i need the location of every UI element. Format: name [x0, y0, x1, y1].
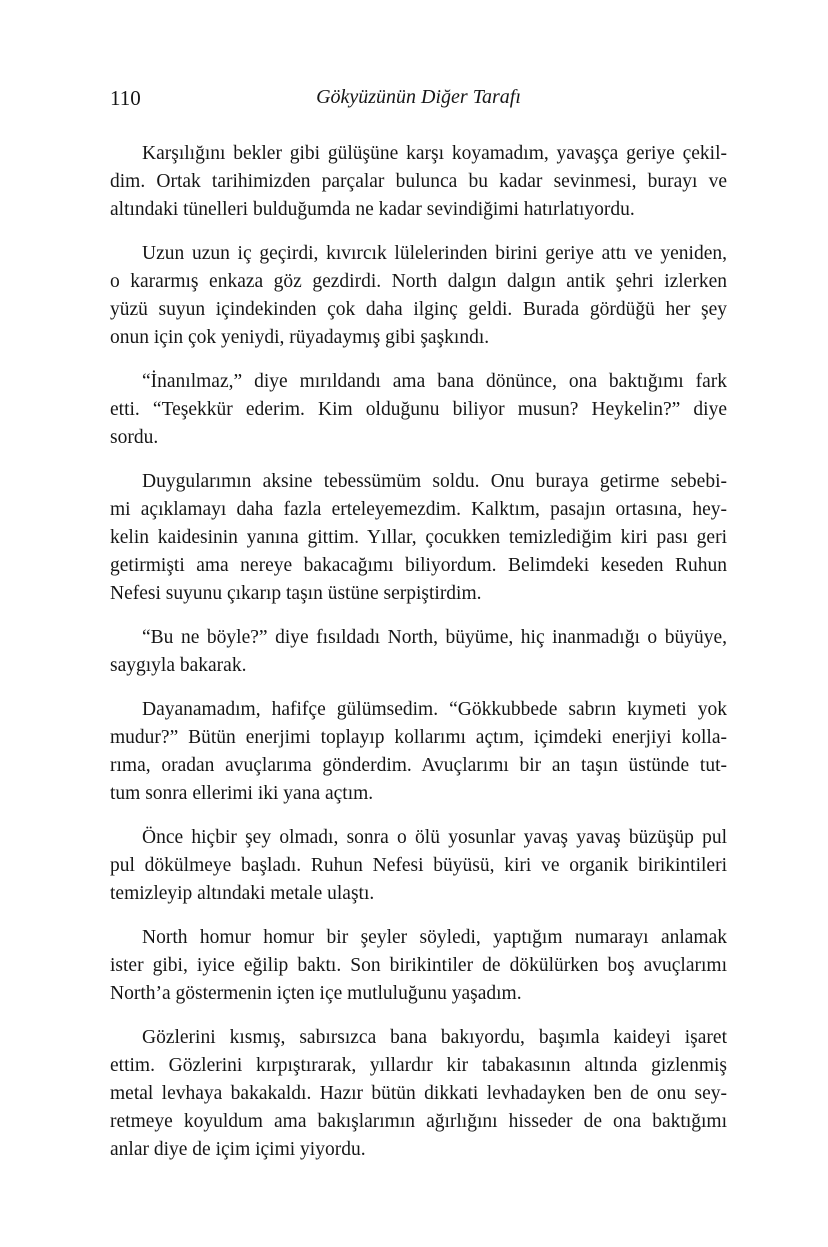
paragraph — [110, 140, 727, 224]
text-line: metal levhaya bakakaldı. Hazır bütün dikkati levhadayken ben de onu sey- — [110, 1083, 727, 1104]
text-line: Gözlerini kısmış, sabırsızca bana bakıyordu, başımla kaideyi işaret — [142, 1027, 727, 1048]
text-line: kelin kaidesinin yanına gittim. Yıllar, çocukken temizlediğim kiri pası geri — [110, 527, 727, 548]
text-line: mi açıklamayı daha fazla erteleyemezdim. Kalktım, pasajın ortasına, hey- — [110, 499, 727, 520]
text-line: dim. Ortak tarihimizden parçalar bulunca bu kadar sevinmesi, burayı ve — [110, 171, 727, 192]
text-line: retmeye koyuldum ama bakışlarımın ağırlığını hisseder de ona baktığımı — [110, 1111, 727, 1132]
text-line: ister gibi, iyice eğilip baktı. Son birikintiler de dökülürken boş avuçlarımı — [110, 955, 727, 976]
paragraph — [110, 368, 727, 452]
text-line: ettim. Gözlerini kırpıştırarak, yıllardır kir tabakasının altında gizlenmiş — [110, 1055, 727, 1076]
text-line: North’a göstermenin içten içe mutluluğunu yaşadım. — [110, 983, 522, 1004]
text-line: pul dökülmeye başladı. Ruhun Nefesi büyüsü, kiri ve organik birikintileri — [110, 855, 727, 876]
text-line: getirmişti ama nereye bakacağımı biliyordum. Belimdeki keseden Ruhun — [110, 555, 727, 576]
text-line: anlar diye de içim içimi yiyordu. — [110, 1139, 366, 1160]
paragraph — [110, 468, 727, 608]
text-line: sordu. — [110, 427, 159, 448]
paragraph — [110, 1024, 727, 1164]
page-header — [110, 86, 727, 116]
text-line: etti. “Teşekkür ederim. Kim olduğunu biliyor musun? Heykelin?” diye — [110, 399, 727, 420]
text-line: Duygularımın aksine tebessümüm soldu. Onu buraya getirme sebebi- — [142, 471, 727, 492]
text-line: Dayanamadım, hafifçe gülümsedim. “Gökkubbede sabrın kıymeti yok — [142, 699, 727, 720]
text-line: o kararmış enkaza göz gezdirdi. North dalgın dalgın antik şehri izlerken — [110, 271, 727, 292]
paragraph — [110, 824, 727, 908]
paragraph — [110, 924, 727, 1008]
text-line: “Bu ne böyle?” diye fısıldadı North, büyüme, hiç inanmadığı o büyüye, — [142, 627, 727, 648]
text-line: “İnanılmaz,” diye mırıldandı ama bana dönünce, ona baktığımı fark — [142, 371, 727, 392]
text-line: Uzun uzun iç geçirdi, kıvırcık lülelerinden birini geriye attı ve yeniden, — [142, 243, 727, 264]
running-title: Gökyüzünün Diğer Tarafı — [316, 86, 521, 108]
paragraph — [110, 624, 727, 680]
paragraph — [110, 240, 727, 352]
text-line: North homur homur bir şeyler söyledi, yaptığım numarayı anlamak — [142, 927, 727, 948]
text-line: tum sonra ellerimi iki yana açtım. — [110, 783, 374, 804]
page-number: 110 — [110, 86, 141, 110]
text-line: yüzü suyun içindekinden çok daha ilginç geldi. Burada gördüğü her şey — [110, 299, 727, 320]
text-line: saygıyla bakarak. — [110, 655, 247, 676]
paragraph — [110, 696, 727, 808]
body-text — [110, 140, 727, 1180]
text-line: Önce hiçbir şey olmadı, sonra o ölü yosunlar yavaş yavaş büzüşüp pul — [142, 827, 727, 848]
text-line: temizleyip altındaki metale ulaştı. — [110, 883, 375, 904]
text-line: Karşılığını bekler gibi gülüşüne karşı koyamadım, yavaşça geriye çekil- — [142, 143, 727, 164]
text-line: altındaki tünelleri bulduğumda ne kadar sevindiğimi hatırlatıyordu. — [110, 199, 635, 220]
text-line: rıma, oradan avuçlarıma gönderdim. Avuçlarımı bir an taşın üstünde tut- — [110, 755, 727, 776]
text-line: onun için çok yeniydi, rüyadaymış gibi şaşkındı. — [110, 327, 490, 348]
text-line: mudur?” Bütün enerjimi toplayıp kollarımı açtım, içimdeki enerjiyi kolla- — [110, 727, 727, 748]
text-line: Nefesi suyunu çıkarıp taşın üstüne serpiştirdim. — [110, 583, 482, 604]
